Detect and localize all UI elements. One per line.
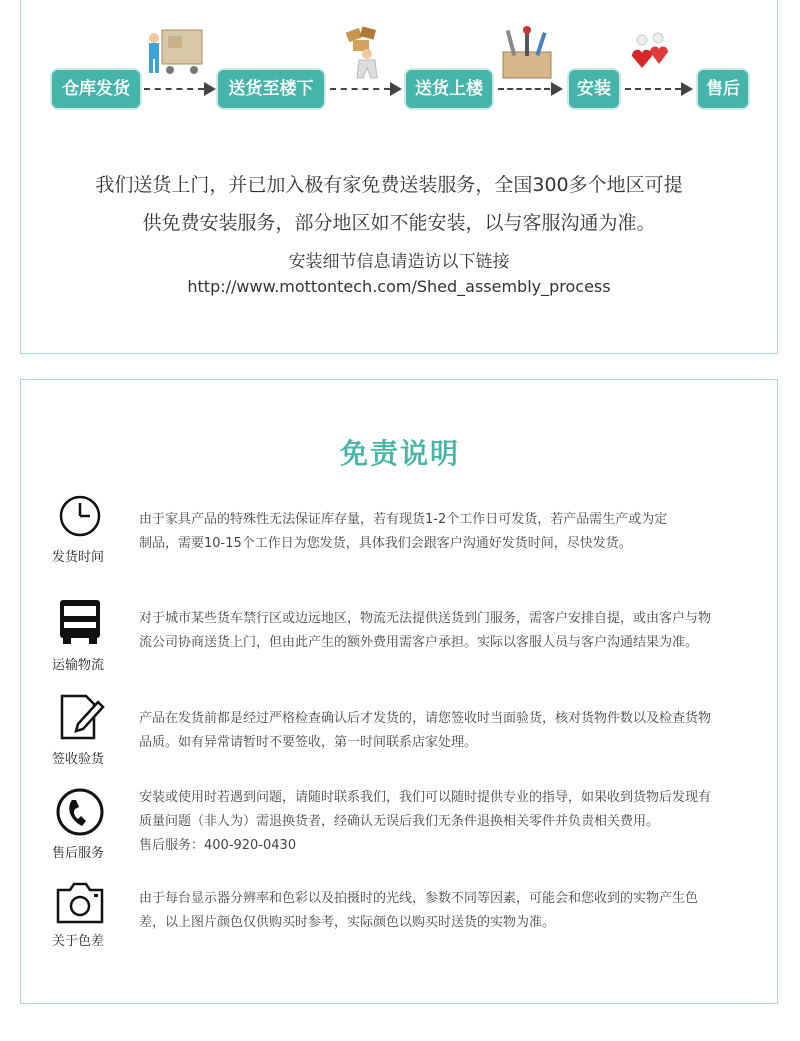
text-line: 质量问题（非人为）需退换货者，经确认无误后我们无条件退换相关零件并负责相关费用。 [139, 814, 660, 829]
intro-line-2: 供免费安装服务，部分地区如不能安装，以与客服沟通为准。 [142, 212, 656, 234]
text-line: 由于每台显示器分辨率和色彩以及拍摄时的光线，参数不同等因素，可能会和您收到的实物产生色 [139, 891, 699, 906]
process-arrow [498, 88, 550, 90]
row-label-receipt-inspection: 签收验货 [51, 752, 104, 767]
process-arrowhead [390, 82, 402, 96]
phone-icon [48, 788, 112, 836]
row-label-shipping-time: 发货时间 [51, 550, 104, 565]
text-line: 差，以上图片颜色仅供购买时参考，实际颜色以购买时送货的实物为准。 [139, 915, 556, 930]
row-text-logistics [139, 607, 764, 655]
row-text-color-difference [139, 887, 764, 935]
intro-line-1: 我们送货上门，并已加入极有家免费送装服务，全国300多个地区可提 [95, 174, 683, 196]
row-label-color-difference: 关于色差 [51, 934, 104, 949]
process-arrowhead [551, 82, 563, 96]
process-arrow [144, 88, 204, 90]
step-deliver-downstairs: 送货至楼下 [218, 70, 324, 108]
carrying-boxes-icon [333, 24, 393, 82]
text-line: 制品，需要10-15个工作日为您发货，具体我们会跟客户沟通好发货时间，尽快发货。 [139, 536, 632, 551]
step-deliver-upstairs: 送货上楼 [406, 70, 492, 108]
process-arrowhead [204, 82, 216, 96]
text-line: 流公司协商送货上门，但由此产生的额外费用需客户承担。实际以客服人员与客户沟通结果为准。 [139, 635, 699, 650]
assembly-link[interactable]: http://www.mottontech.com/Shed_assembly_process [187, 277, 611, 296]
step-warehouse-shipping: 仓库发货 [52, 70, 140, 108]
text-line: 安装或使用时若遇到问题，请随时联系我们，我们可以随时提供专业的指导，如果收到货物后发现有 [139, 790, 712, 805]
disclaimer-title: 免责说明 [339, 437, 460, 470]
text-line: 品质。如有异常请暂时不要签收，第一时间联系店家处理。 [139, 735, 478, 750]
hotline-text: 售后服务：400-920-0430 [139, 838, 297, 853]
clock-icon [48, 494, 112, 542]
truck-icon [48, 598, 112, 646]
toolbox-icon [495, 26, 559, 82]
row-text-shipping-time [139, 508, 764, 556]
row-text-receipt-inspection [139, 707, 764, 755]
row-label-logistics: 运输物流 [51, 658, 104, 673]
intro-line-3: 安装细节信息请造访以下链接 [288, 252, 510, 272]
people-hearts-icon [626, 30, 674, 80]
delivery-worker-icon [140, 24, 210, 80]
process-arrowhead [681, 82, 693, 96]
process-arrow [330, 88, 390, 90]
step-installation: 安装 [569, 70, 619, 108]
row-text-after-sales [139, 786, 764, 858]
camera-icon [48, 880, 112, 928]
text-line: 对于城市某些货车禁行区或边远地区，物流无法提供送货到门服务，需客户安排自提，或由客户与物 [139, 611, 712, 626]
step-after-sales: 售后 [698, 70, 748, 108]
row-label-after-sales: 售后服务 [51, 846, 104, 861]
sign-icon [48, 694, 112, 742]
text-line: 产品在发货前都是经过严格检查确认后才发货的，请您签收时当面验货，核对货物件数以及检查货物 [139, 711, 712, 726]
text-line: 由于家具产品的特殊性无法保证库存量，若有现货1-2个工作日可发货，若产品需生产或为定 [139, 512, 668, 527]
process-arrow [625, 88, 681, 90]
